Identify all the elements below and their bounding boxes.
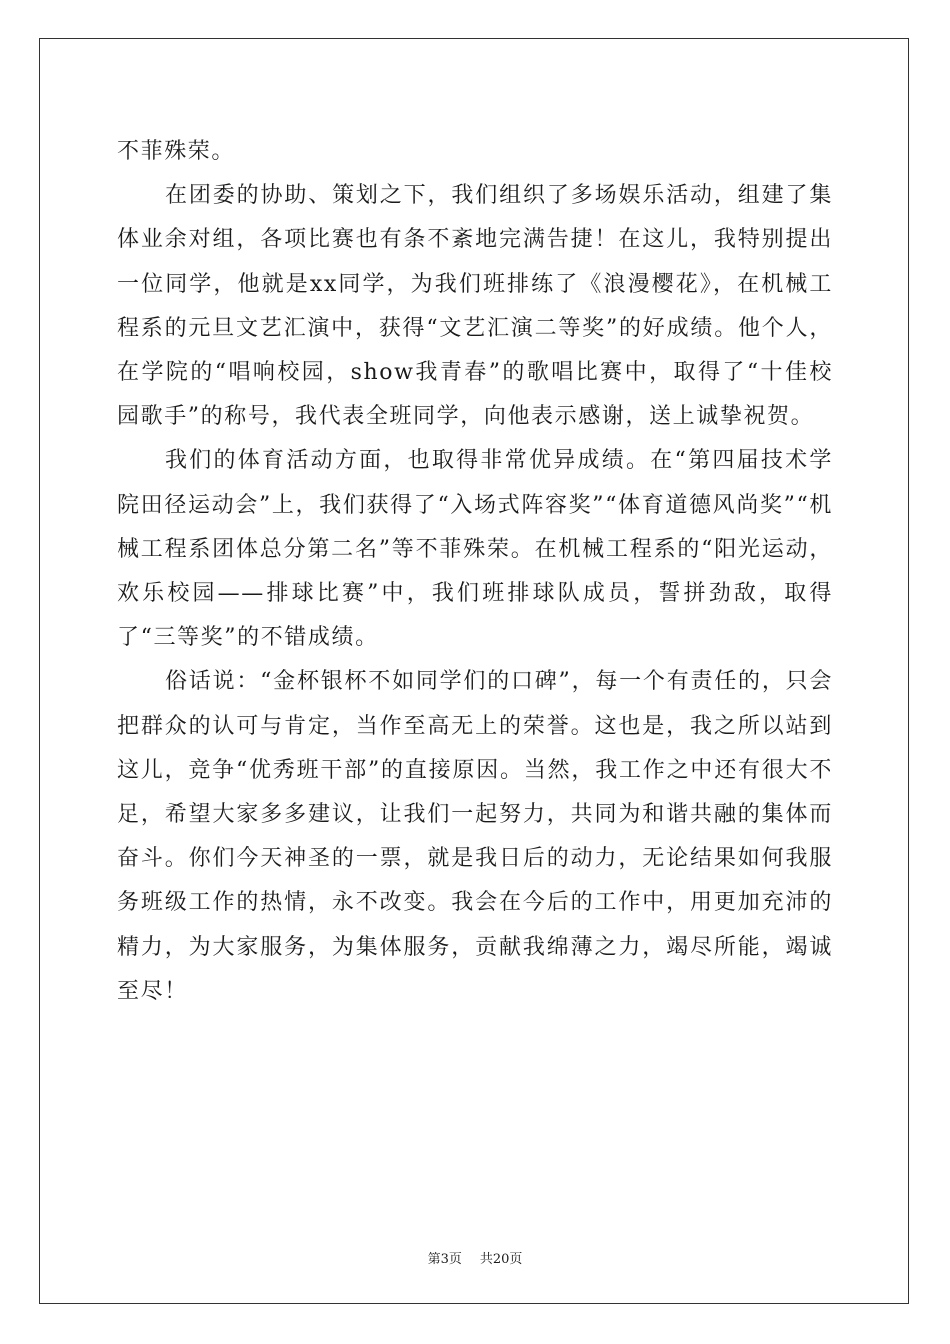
document-body (117, 130, 833, 1014)
paragraph-4: 俗话说：“金杯银杯不如同学们的口碑”，每一个有责任的，只会把群众的认可与肯定，当作至高无上的荣誉。这也是，我之所以站到这儿，竞争“优秀班干部”的直接原因。当然，我工作之中还有很大不足，希望大家多多建议，让我们一起努力，共同为和谐共融的集体而奋斗。你们今天神圣的一票，就是我日后的动力，无论结果如何我服务班级工作的热情，永不改变。我会在今后的工作中，用更加充沛的精力，为大家服务，为集体服务，贡献我绵薄之力，竭尽所能，竭诚至尽！ (117, 669, 833, 1004)
paragraph-1: 不菲殊荣。 (117, 139, 236, 164)
paragraph-2: 在团委的协助、策划之下，我们组织了多场娱乐活动，组建了集体业余对组，各项比赛也有条不紊地完满告捷！在这儿，我特别提出一位同学，他就是xx同学，为我们班排练了《浪漫樱花》，在机械工程系的元旦文艺汇演中，获得“文艺汇演二等奖”的好成绩。他个人，在学院的“唱响校园，show我青春”的歌唱比赛中，取得了“十佳校园歌手”的称号，我代表全班同学，向他表示感谢，送上诚挚祝贺。 (117, 183, 833, 430)
page-footer (0, 1248, 950, 1267)
page-number: 第3页 (427, 1252, 462, 1267)
paragraph-3: 我们的体育活动方面，也取得非常优异成绩。在“第四届技术学院田径运动会”上，我们获得了“入场式阵容奖”“体育道德风尚奖”“机械工程系团体总分第二名”等不菲殊荣。在机械工程系的“阳光运动，欢乐校园——排球比赛”中，我们班排球队成员，誓拼劲敌，取得了“三等奖”的不错成绩。 (117, 448, 833, 651)
page-total: 共20页 (479, 1252, 523, 1267)
